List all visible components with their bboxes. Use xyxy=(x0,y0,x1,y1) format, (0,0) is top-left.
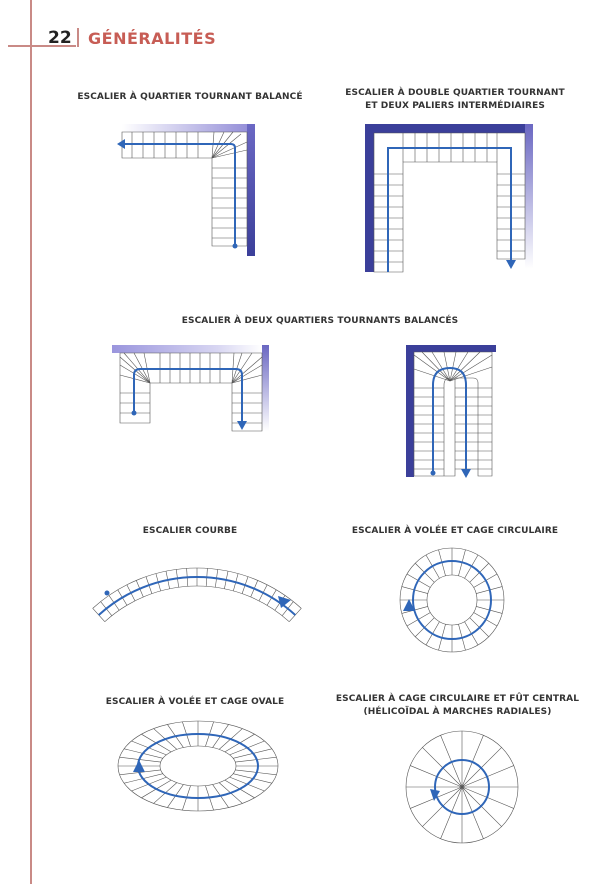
page-number-separator xyxy=(77,28,79,47)
tread-line xyxy=(422,352,450,381)
stair-outline xyxy=(120,353,262,431)
arrow-head xyxy=(117,139,125,149)
page-margin-rule xyxy=(30,0,32,884)
walk-line xyxy=(388,148,511,272)
wall-right xyxy=(247,124,255,256)
wall-top xyxy=(406,345,496,352)
wall-top xyxy=(112,345,262,353)
arrow-head xyxy=(237,421,247,430)
stair-oval-cage-figure xyxy=(113,716,283,816)
arrow-head xyxy=(461,469,471,478)
wall-left xyxy=(406,345,414,477)
stair-outline xyxy=(444,378,450,476)
start-dot xyxy=(105,591,110,596)
stair-two-quarter-hairpin-figure xyxy=(404,343,499,483)
stair-quarter-turn-figure xyxy=(110,120,260,260)
caption-cage-circulaire-line1: ESCALIER À CAGE CIRCULAIRE ET FÛT CENTRAL xyxy=(335,694,580,704)
tread-line xyxy=(232,365,262,383)
arrow-head xyxy=(506,260,516,269)
caption-double-quartier-line2: ET DEUX PALIERS INTERMÉDIAIRES xyxy=(365,101,545,111)
start-dot xyxy=(431,471,436,476)
walk-line xyxy=(433,368,466,473)
section-title: GÉNÉRALITÉS xyxy=(88,29,217,48)
wall-left xyxy=(365,124,374,272)
caption-cage-circulaire-line2: (HÉLICOÏDAL À MARCHES RADIALES) xyxy=(363,707,552,717)
stair-outline xyxy=(122,132,247,246)
wall-top xyxy=(365,124,533,133)
start-dot xyxy=(233,244,238,249)
wall-top xyxy=(122,124,255,132)
walk-line xyxy=(122,144,235,246)
caption-double-quartier-line1: ESCALIER À DOUBLE QUARTIER TOURNANT xyxy=(345,88,565,98)
inner-circle xyxy=(427,575,477,625)
page-number: 22 xyxy=(48,28,72,48)
stair-helical-figure xyxy=(402,727,522,847)
caption-volee-ovale: ESCALIER À VOLÉE ET CAGE OVALE xyxy=(105,697,285,707)
wall-right xyxy=(525,124,533,269)
caption-quartier-tournant: ESCALIER À QUARTIER TOURNANT BALANCÉ xyxy=(77,92,303,102)
inner-ellipse xyxy=(160,746,236,786)
caption-volee-circulaire: ESCALIER À VOLÉE ET CAGE CIRCULAIRE xyxy=(351,526,559,536)
caption-courbe: ESCALIER COURBE xyxy=(142,526,238,536)
caption-deux-quartiers: ESCALIER À DEUX QUARTIERS TOURNANTS BALANCÉS xyxy=(181,316,459,326)
stair-curved-figure xyxy=(95,548,300,613)
stair-double-quarter-figure xyxy=(363,122,543,277)
stair-circular-cage-figure xyxy=(395,543,510,658)
start-dot xyxy=(132,411,137,416)
stair-two-quarter-u-figure xyxy=(110,343,275,435)
wall-right xyxy=(262,345,269,431)
